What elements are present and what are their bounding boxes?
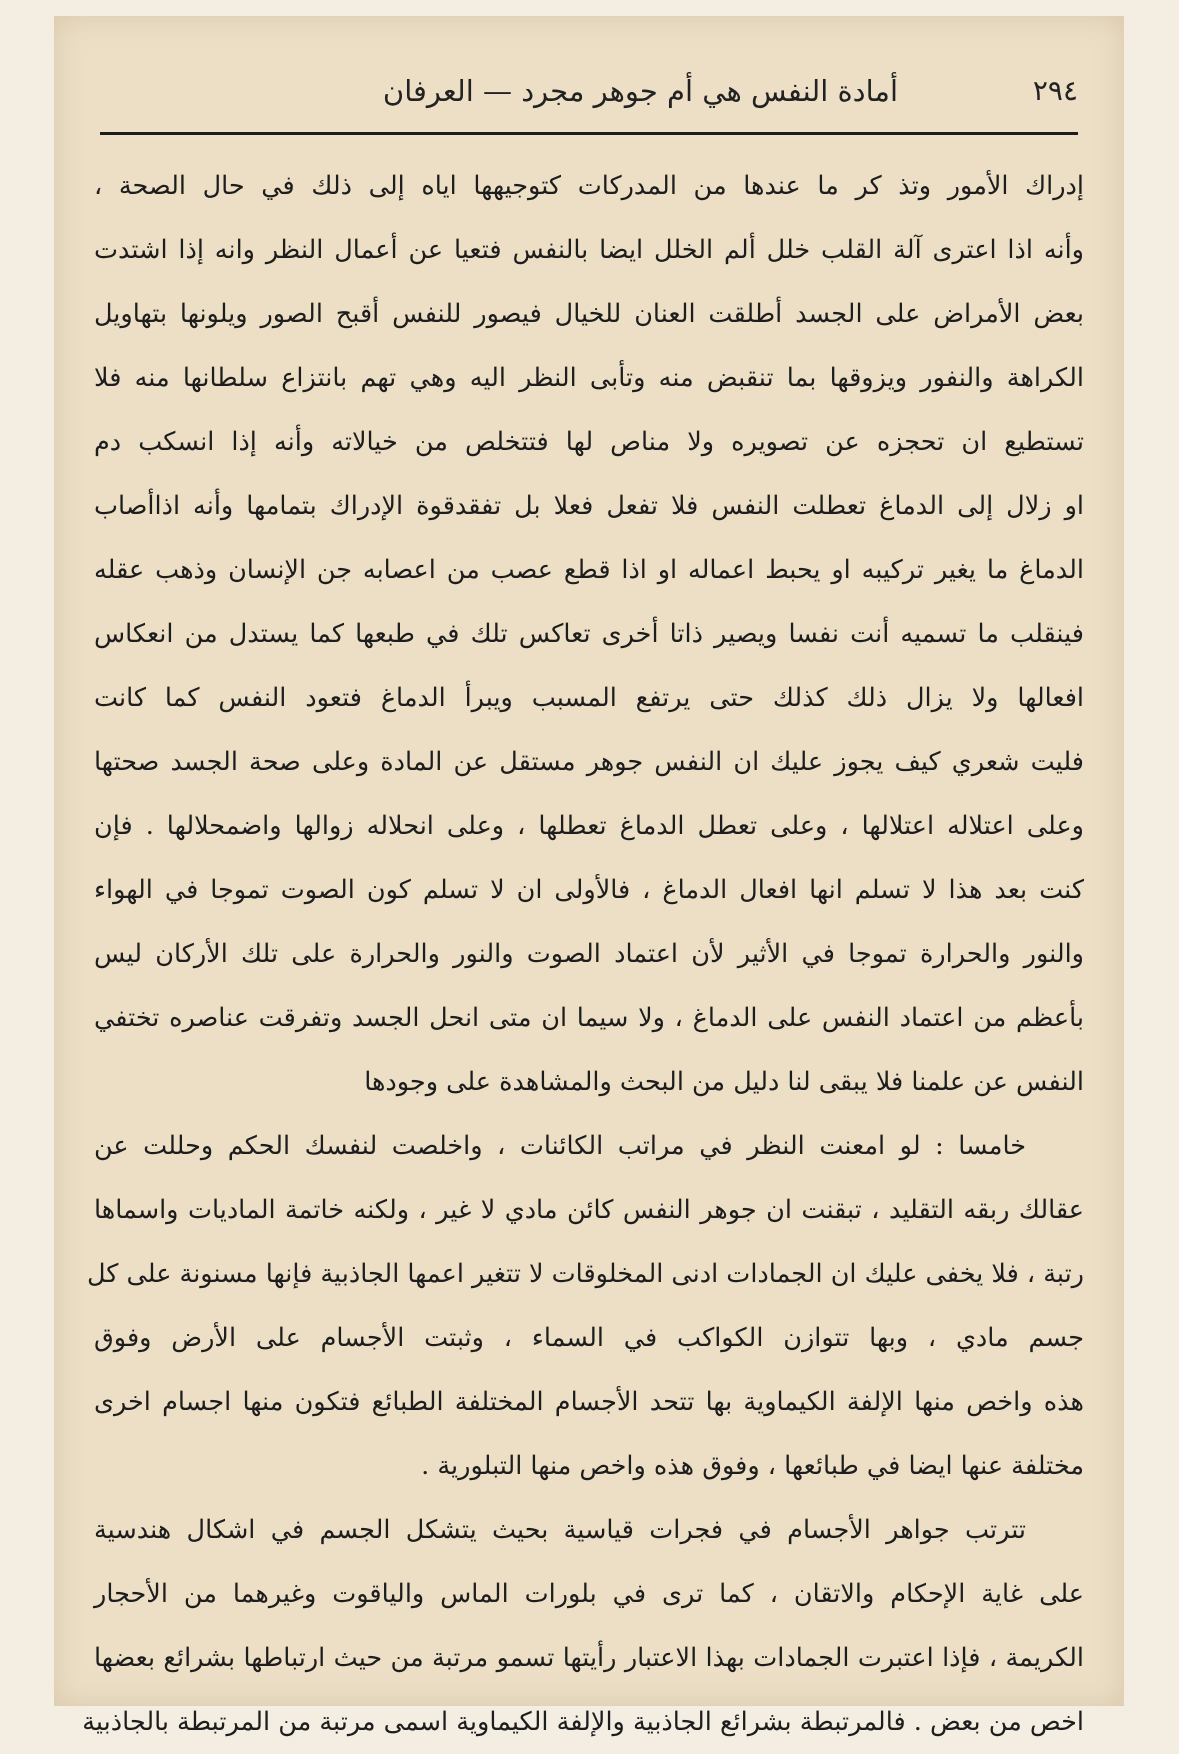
text-line: او زلال إلى الدماغ تعطلت النفس فلا تفعل فعلا بل تفقدقوة الإدراك بتمامها وأنه اذاأصاب (94, 491, 1084, 521)
text-line: الكريمة ، فإذا اعتبرت الجمادات بهذا الاعتبار رأيتها تسمو مرتبة من حيث ارتباطها بشرائع بعضها (94, 1643, 1084, 1673)
page-number: ٢٩٤ (1032, 74, 1078, 107)
paragraph-first-line: تترتب جواهر الأجسام في فجرات قياسية بحيث يتشكل الجسم في اشكال هندسية (94, 1515, 1026, 1545)
text-line: افعالها ولا يزال ذلك كذلك حتى يرتفع المسبب ويبرأ الدماغ فتعود النفس كما كانت (94, 683, 1084, 713)
running-title: أمادة النفس هي أم جوهر مجرد — العرفان (382, 74, 898, 108)
text-line: كنت بعد هذا لا تسلم انها افعال الدماغ ، فالأولى ان لا تسلم كون الصوت تموجا في الهواء (94, 875, 1084, 905)
text-line: بعض الأمراض على الجسد أطلقت العنان للخيال فيصور للنفس أقبح الصور ويلونها بتهاويل (94, 299, 1084, 329)
text-line: عقالك ربقه التقليد ، تبقنت ان جوهر النفس كائن مادي لا غير ، ولكنه خاتمة الماديات واسماها (94, 1195, 1084, 1225)
text-line: مختلفة عنها ايضا في طبائعها ، وفوق هذه واخص منها التبلورية . (421, 1451, 1084, 1481)
text-line: فينقلب ما تسميه أنت نفسا ويصير ذاتا أخرى تعاكس تلك في طبعها كما يستدل من انعكاس (94, 619, 1084, 649)
paragraph-first-line: خامسا : لو امعنت النظر في مراتب الكائنات ، واخلصت لنفسك الحكم وحللت عن (94, 1131, 1026, 1161)
text-line: وعلى اعتلاله اعتلالها ، وعلى تعطل الدماغ تعطلها ، وعلى انحلاله زوالها واضمحلالها . فإن (94, 811, 1084, 841)
text-line: والنور والحرارة تموجا في الأثير لأن اعتماد الصوت والنور والحرارة على تلك الأركان ليس (94, 939, 1084, 969)
page-header (100, 66, 1078, 126)
text-line: وأنه اذا اعترى آلة القلب خلل ألم الخلل ايضا بالنفس فتعيا عن أعمال النظر وانه إذا اشتدت (94, 235, 1084, 265)
header-rule (100, 132, 1078, 135)
text-line: الدماغ ما يغير تركيبه او يحبط اعماله او اذا قطع عصب من اعصابه جن الإنسان وذهب عقله (94, 555, 1084, 585)
text-line: تستطيع ان تحجزه عن تصويره ولا مناص لها فتتخلص من خيالاته وأنه إذا انسكب دم (94, 427, 1084, 457)
text-line: الكراهة والنفور ويزوقها بما تنقبض منه وتأبى النظر اليه وهي تهم بانتزاع سلطانها منه فلا (94, 363, 1084, 393)
page-body (82, 154, 1084, 1754)
text-line: جسم مادي ، وبها تتوازن الكواكب في السماء ، وثبتت الأجسام على الأرض وفوق (94, 1323, 1084, 1353)
text-line: اخص من بعض . فالمرتبطة بشرائع الجاذبية والإلفة الكيماوية اسمى مرتبة من المرتبطة بالجاذبية (82, 1707, 1084, 1737)
text-line: فليت شعري كيف يجوز عليك ان النفس جوهر مستقل عن المادة وعلى صحة الجسد صحتها (94, 747, 1084, 777)
text-line: بأعظم من اعتماد النفس على الدماغ ، ولا سيما ان متى انحل الجسد وتفرقت عناصره تختفي (94, 1003, 1084, 1033)
book-page (54, 16, 1124, 1737)
text-line: على غاية الإحكام والاتقان ، كما ترى في بلورات الماس والياقوت وغيرهما من الأحجار (94, 1579, 1084, 1609)
text-line: رتبة ، فلا يخفى عليك ان الجمادات ادنى المخلوقات لا تتغير اعمها الجاذبية فإنها مسنونة على كل (86, 1259, 1084, 1289)
text-line: النفس عن علمنا فلا يبقى لنا دليل من البحث والمشاهدة على وجودها (364, 1067, 1084, 1097)
text-line: إدراك الأمور وتذ كر ما عندها من المدركات كتوجيهها اياه إلى ذلك في حال الصحة ، (94, 171, 1084, 201)
text-line: هذه واخص منها الإلفة الكيماوية بها تتحد الأجسام المختلفة الطبائع فتكون منها اجسام اخرى (94, 1387, 1084, 1417)
